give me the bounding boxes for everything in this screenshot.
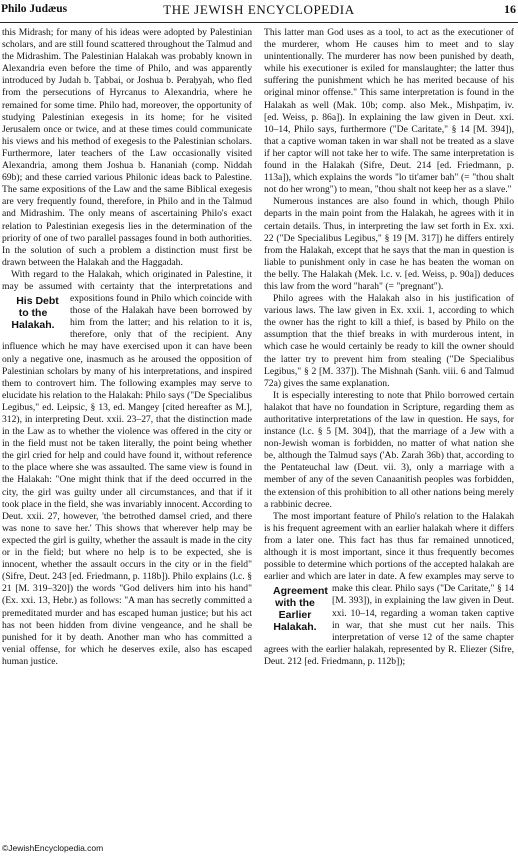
paragraph: Philo agrees with the Halakah also in his justification of various laws. The law given in Ex. xxii. 1, according to which the owner has the right to kill a thief, is based by Philo on the assumption that the thief breaks in with murderous intent, in which case he would certainly be ready to kill the owner should the latter try to prevent him from stealing ("De Specialibus Legibus," § 2 [M. 337]). The Mishnah (Sanh. viii. 6 and Talmud 72a) gives the same explanation. xyxy=(264,293,514,389)
running-head-title: THE JEWISH ENCYCLOPEDIA xyxy=(163,2,355,17)
paragraph-text: clear. Philo says ("De Caritate," § 14 [M. 393]), in explaining the law given in Deut. xxi. 10–14, regarding a woman taken captive in war, that she must cut her nails. This interpretation of verse 12 of the same chapter agrees with the earlier halakah, represented by R. Eliezer (Sifre, Deut. 212 [ed. Friedmann, p. 112b]); xyxy=(264,583,514,667)
paragraph-text: With regard to the Halakah, which originated in Palestine, it may be assumed with certainty that the interpretations and expositions found in Philo which xyxy=(2,268,252,305)
paragraph xyxy=(2,269,252,668)
copyright-footer: ©JewishEncyclopedia.com xyxy=(2,843,104,853)
paragraph-text: coincide with those of the Halakah have been borrowed by him from the latter; and his relation to it is, therefore, only that of the recipient. Any influence which he may have exercised upon it can have been only a negative one, inasmuch as he aroused the opposition of Palestinian scholars by many of his interpretations, and inspired them to controvert him. The following examples may serve to elucidate his relation to the Halakah: Philo says ("De Specialibus Legibus," ed. Leipsic, § 13, ed. Mangey [cited hereafter as M.], 312), in interpreting Deut. xxii. 23–27, that the distinction made in the Law as to whether the violence was offered in the city or in the field must not be taken literally, the point being whether the girl cried for help and could have found it, without reference to the place where she was assaulted. The same view is found in the Halakah: "One might think that if the deed occurred in the city, the girl was guilty under all circumstances, and that if it took place in the field, she was invariably innocent. According to Deut. xxii. 27, however, 'the betrothed damsel cried, and there was none to save her.' This shows that wherever help may be expected the girl is guilty, whether the assault is made in the city or in the field; but where no help is to be expected, she is innocent, whether the assault occurs in the city or in the field" (Sifre, Deut. 243 [ed. Friedmann, p. 118b]). Philo explains (l.c. § 21 [M. 319–320]) the words "God delivers him into his hand" (Ex. xxi. 13, Hebr.) as follows: "A man has secretly committed a premeditated murder and has escaped human justice; but his act has not been hidden from divine vengeance, and he shall be punished for it by death. Another man who has committed a venial offense, for which he deserves exile, also has escaped human justice. xyxy=(2,293,252,667)
paragraph: Numerous instances are also found in which, though Philo departs in the main point from the Halakah, he agrees with it in certain details. Thus, in interpreting the law set forth in Ex. xxi. 22 ("De Specialibus Legibus," § 19 [M. 317]) he differs entirely from the Halakah, except that he says that the man in question is liable to punishment only in case he has beaten the woman on the belly. The Halakah (Mek. l.c. v. [ed. Weiss, p. 90a]) deduces this law from the word "harah" (= "pregnant"). xyxy=(264,196,514,292)
side-heading: Agreement with the Earlier Halakah. xyxy=(273,585,328,634)
paragraph: this Midrash; for many of his ideas were adopted by Palestinian scholars, and are still found scattered throughout the Talmud and the Midrashim. The Palestinian Halakah was probably known in Alexandria even before the time of Philo, and was apparently introduced by Judah b. Ṭabbai, or Joshua b. Peraḥyah, who fled from the persecutions of Hyrcanus to Alexandria, where he remained for some time. Philo had, moreover, the opportunity of studying Palestinian exegesis in its home; for he visited Jerusalem once or twice, and at these times could communicate his views and his method of exegesis to the Palestinian scholars. Furthermore, later teachers of the Law occasionally visited Alexandria, among them Joshua b. Hananiah (comp. Niddah 69b); and these carried various Philonic ideas back to Palestine. The same expositions of the Law and the same Biblical exegesis are very frequently found, therefore, in Philo and in the Talmud and Midrashim. The only means of ascertaining Philo's exact relation to Palestinian exegesis lies in the determination of the priority of one of two parallel passages found in both authorities. In the solution of such a problem a distinction must first be drawn between the Halakah and the Haggadah. xyxy=(2,27,252,268)
side-heading: His Debt to the Halakah. xyxy=(11,295,59,332)
paragraph: This latter man God uses as a tool, to act as the executioner of the murderer, whom He causes him to meet and to slay unintentionally. The murderer has now been punished by death, while his executioner is exiled for manslaughter; the latter thus suffering the punishment which he has merited because of his original minor offense." This same interpretation is found in the Halakah as well (Mak. 10b; comp. also Mek., Mishpaṭim, iv. [ed. Weiss, p. 86a]). In explaining the law given in Deut. xxi. 10–14, Philo says, furthermore ("De Caritate," § 14 [M. 394]), that a captive woman taken in war shall not be treated as a slave if her captor will not take her to wife. The same interpretation is found in the Halakah (Sifre, Deut. 214 [ed. Friedmann, p. 113a]), which explains the words "lo tit'amer bah" (= "thou shalt not do her wrong") to mean, "thou shalt not keep her as a slave." xyxy=(264,27,514,196)
paragraph xyxy=(264,511,514,668)
paragraph: It is especially interesting to note that Philo borrowed certain halakot that have no foundation in Scripture, regarding them as authoritative interpretations of the law in question. He says, for instance (l.c. § 5 [M. 304]), that the marriage of a Jew with a non-Jewish woman is forbidden, no matter of what nation she be, although the Talmud says ('Ab. Zarah 36b) that, according to the Pentateuchal law (Deut. vii. 3), only a marriage with a member of any of the seven Canaanitish peoples was forbidden, the extension of this prohibition to all other nations being merely a rabbinic decree. xyxy=(264,389,514,510)
running-head-left: Philo Judæus xyxy=(1,3,68,15)
right-column xyxy=(264,27,514,837)
page-header xyxy=(0,0,518,23)
page-number: 16 xyxy=(504,2,516,16)
left-column xyxy=(2,27,252,837)
paragraph-text: The most important feature of Philo's relation to the Halakah is his frequent agreement with an earlier halakah where it differs from a later one. This fact has thus far remained unnoticed, although it is most important, since it thus frequently becomes possible to determine which portions of the accepted halakah are earlier and which are later in date. A few examples may serve to make this xyxy=(264,510,514,595)
